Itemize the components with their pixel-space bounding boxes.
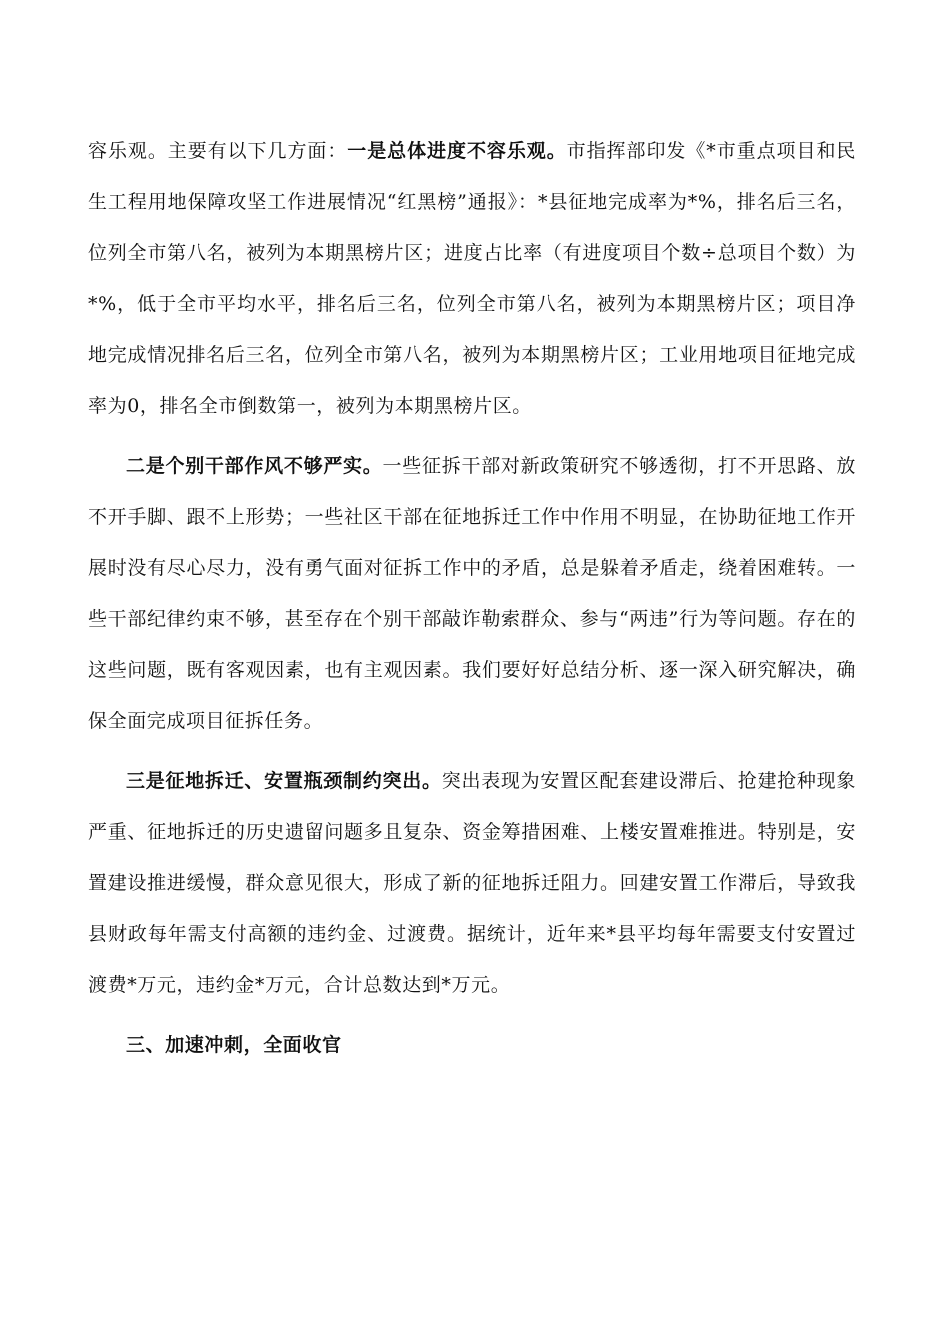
section-heading: 三、加速冲刺，全面收官 — [126, 1034, 342, 1056]
paragraph-body-text: 突出表现为安置区配套建设滞后、抢建抢种现象严重、征地拆迁的历史遗留问题多且复杂、资金筹措困难、上楼安置难推进。特别是，安置建设推进缓慢，群众意见很大，形成了新的征地拆迁阻力。回建安置工作滞后，导致我县财政每年需支付高额的违约金、过渡费。据统计，近年来*县平均每年需要支付安置过渡费*万元，违约金*万元，合计总数达到*万元。 — [88, 770, 856, 996]
paragraph-cadre-style — [88, 441, 856, 747]
paragraph-lead-text: 二是个别干部作风不够严实。 — [126, 455, 383, 477]
paragraph-body-text: 市指挥部印发《*市重点项目和民生工程用地保障攻坚工作进展情况“红黑榜”通报》：*县征地完成率为*%，排名后三名，位列全市第八名，被列为本期黑榜片区；进度占比率（有进度项目个数÷总项目个数）为*%，低于全市平均水平，排名后三名，位列全市第八名，被列为本期黑榜片区；项目净地完成情况排名后三名，位列全市第八名，被列为本期黑榜片区；工业用地项目征地完成率为0，排名全市倒数第一，被列为本期黑榜片区。 — [88, 140, 856, 417]
paragraph-lead-text: 三是征地拆迁、安置瓶颈制约突出。 — [126, 770, 442, 792]
paragraph-overall-progress — [88, 126, 856, 432]
paragraph-lead-text: 一是总体进度不容乐观。 — [347, 140, 567, 162]
paragraph-resettlement-bottleneck — [88, 756, 856, 1011]
paragraph-continuation-text: 容乐观。主要有以下几方面： — [88, 140, 348, 162]
paragraph-body-text: 一些征拆干部对新政策研究不够透彻，打不开思路、放不开手脚、跟不上形势；一些社区干部在征地拆迁工作中作用不明显，在协助征地工作开展时没有尽心尽力，没有勇气面对征拆工作中的矛盾，总是躲着矛盾走，绕着困难转。一些干部纪律约束不够，甚至存在个别干部敲诈勒索群众、参与“两违”行为等问题。存在的这些问题，既有客观因素，也有主观因素。我们要好好总结分析、逐一深入研究解决，确保全面完成项目征拆任务。 — [88, 455, 856, 732]
document-body — [88, 126, 856, 1071]
